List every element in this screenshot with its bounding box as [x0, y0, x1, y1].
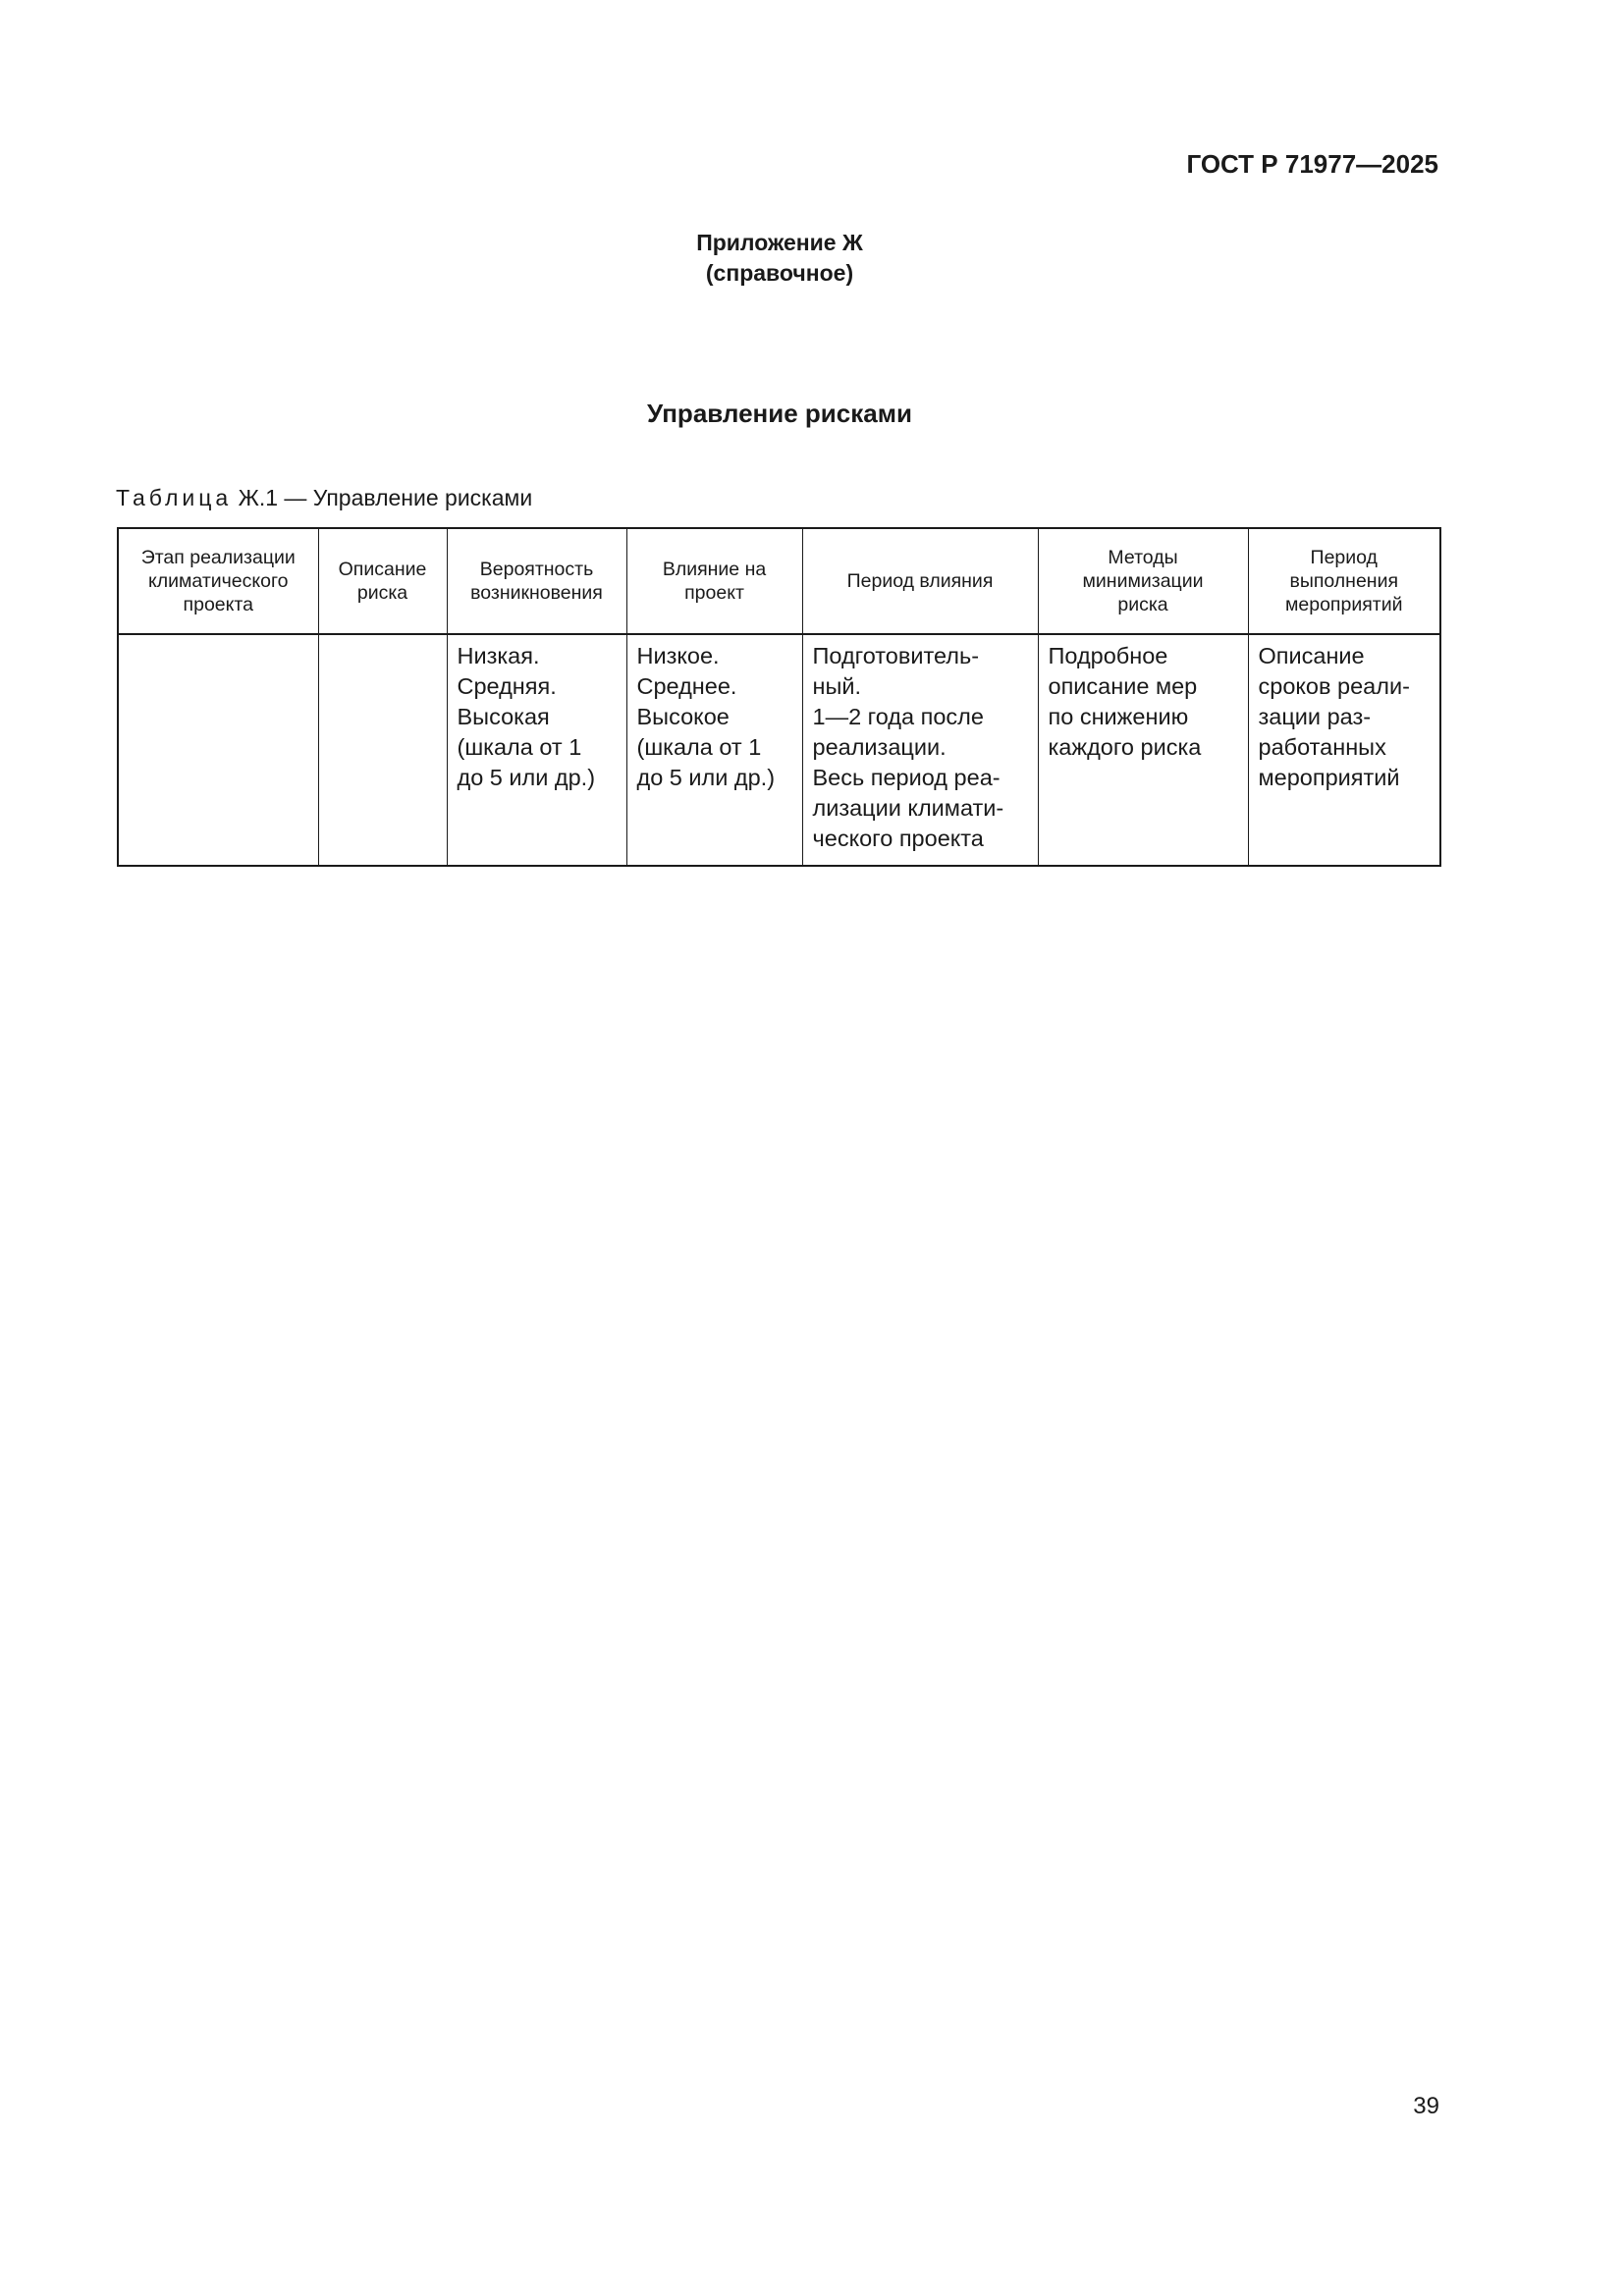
header-probability: Вероятность возникновения [447, 528, 626, 634]
cell-risk-description [318, 634, 447, 866]
table-caption-text: Ж.1 — Управление рисками [232, 485, 533, 510]
appendix-heading [0, 228, 1559, 289]
table-header-row [118, 528, 1440, 634]
cell-probability: Низкая. Средняя. Высокая (шкала от 1 до 5 или др.) [447, 634, 626, 866]
table-caption-label: Таблица [116, 485, 233, 510]
document-code: ГОСТ Р 71977—2025 [1186, 149, 1438, 179]
appendix-title: Приложение Ж [696, 230, 863, 255]
header-execution-period: Период выполнения мероприятий [1248, 528, 1440, 634]
cell-impact: Низкое. Среднее. Высокое (шкала от 1 до 5 или др.) [626, 634, 802, 866]
header-impact-period: Период влияния [802, 528, 1038, 634]
cell-mitigation-methods: Подробное описание мер по снижению каждого риска [1038, 634, 1248, 866]
section-title: Управление рисками [647, 399, 912, 428]
risk-management-table [117, 527, 1441, 867]
table-row [118, 634, 1440, 866]
table-caption [116, 485, 532, 511]
header-implementation-stage: Этап реализации климатического проекта [118, 528, 318, 634]
cell-implementation-stage [118, 634, 318, 866]
header-impact: Влияние на проект [626, 528, 802, 634]
header-risk-description: Описание риска [318, 528, 447, 634]
cell-impact-period: Подготовитель- ный. 1—2 года после реализации. Весь период реа- лизации климати- ческого проекта [802, 634, 1038, 866]
page-number: 39 [1413, 2093, 1439, 2119]
header-mitigation-methods: Методы минимизации риска [1038, 528, 1248, 634]
cell-execution-period: Описание сроков реали- зации раз- работанных мероприятий [1248, 634, 1440, 866]
appendix-subtitle: (справочное) [705, 260, 854, 286]
